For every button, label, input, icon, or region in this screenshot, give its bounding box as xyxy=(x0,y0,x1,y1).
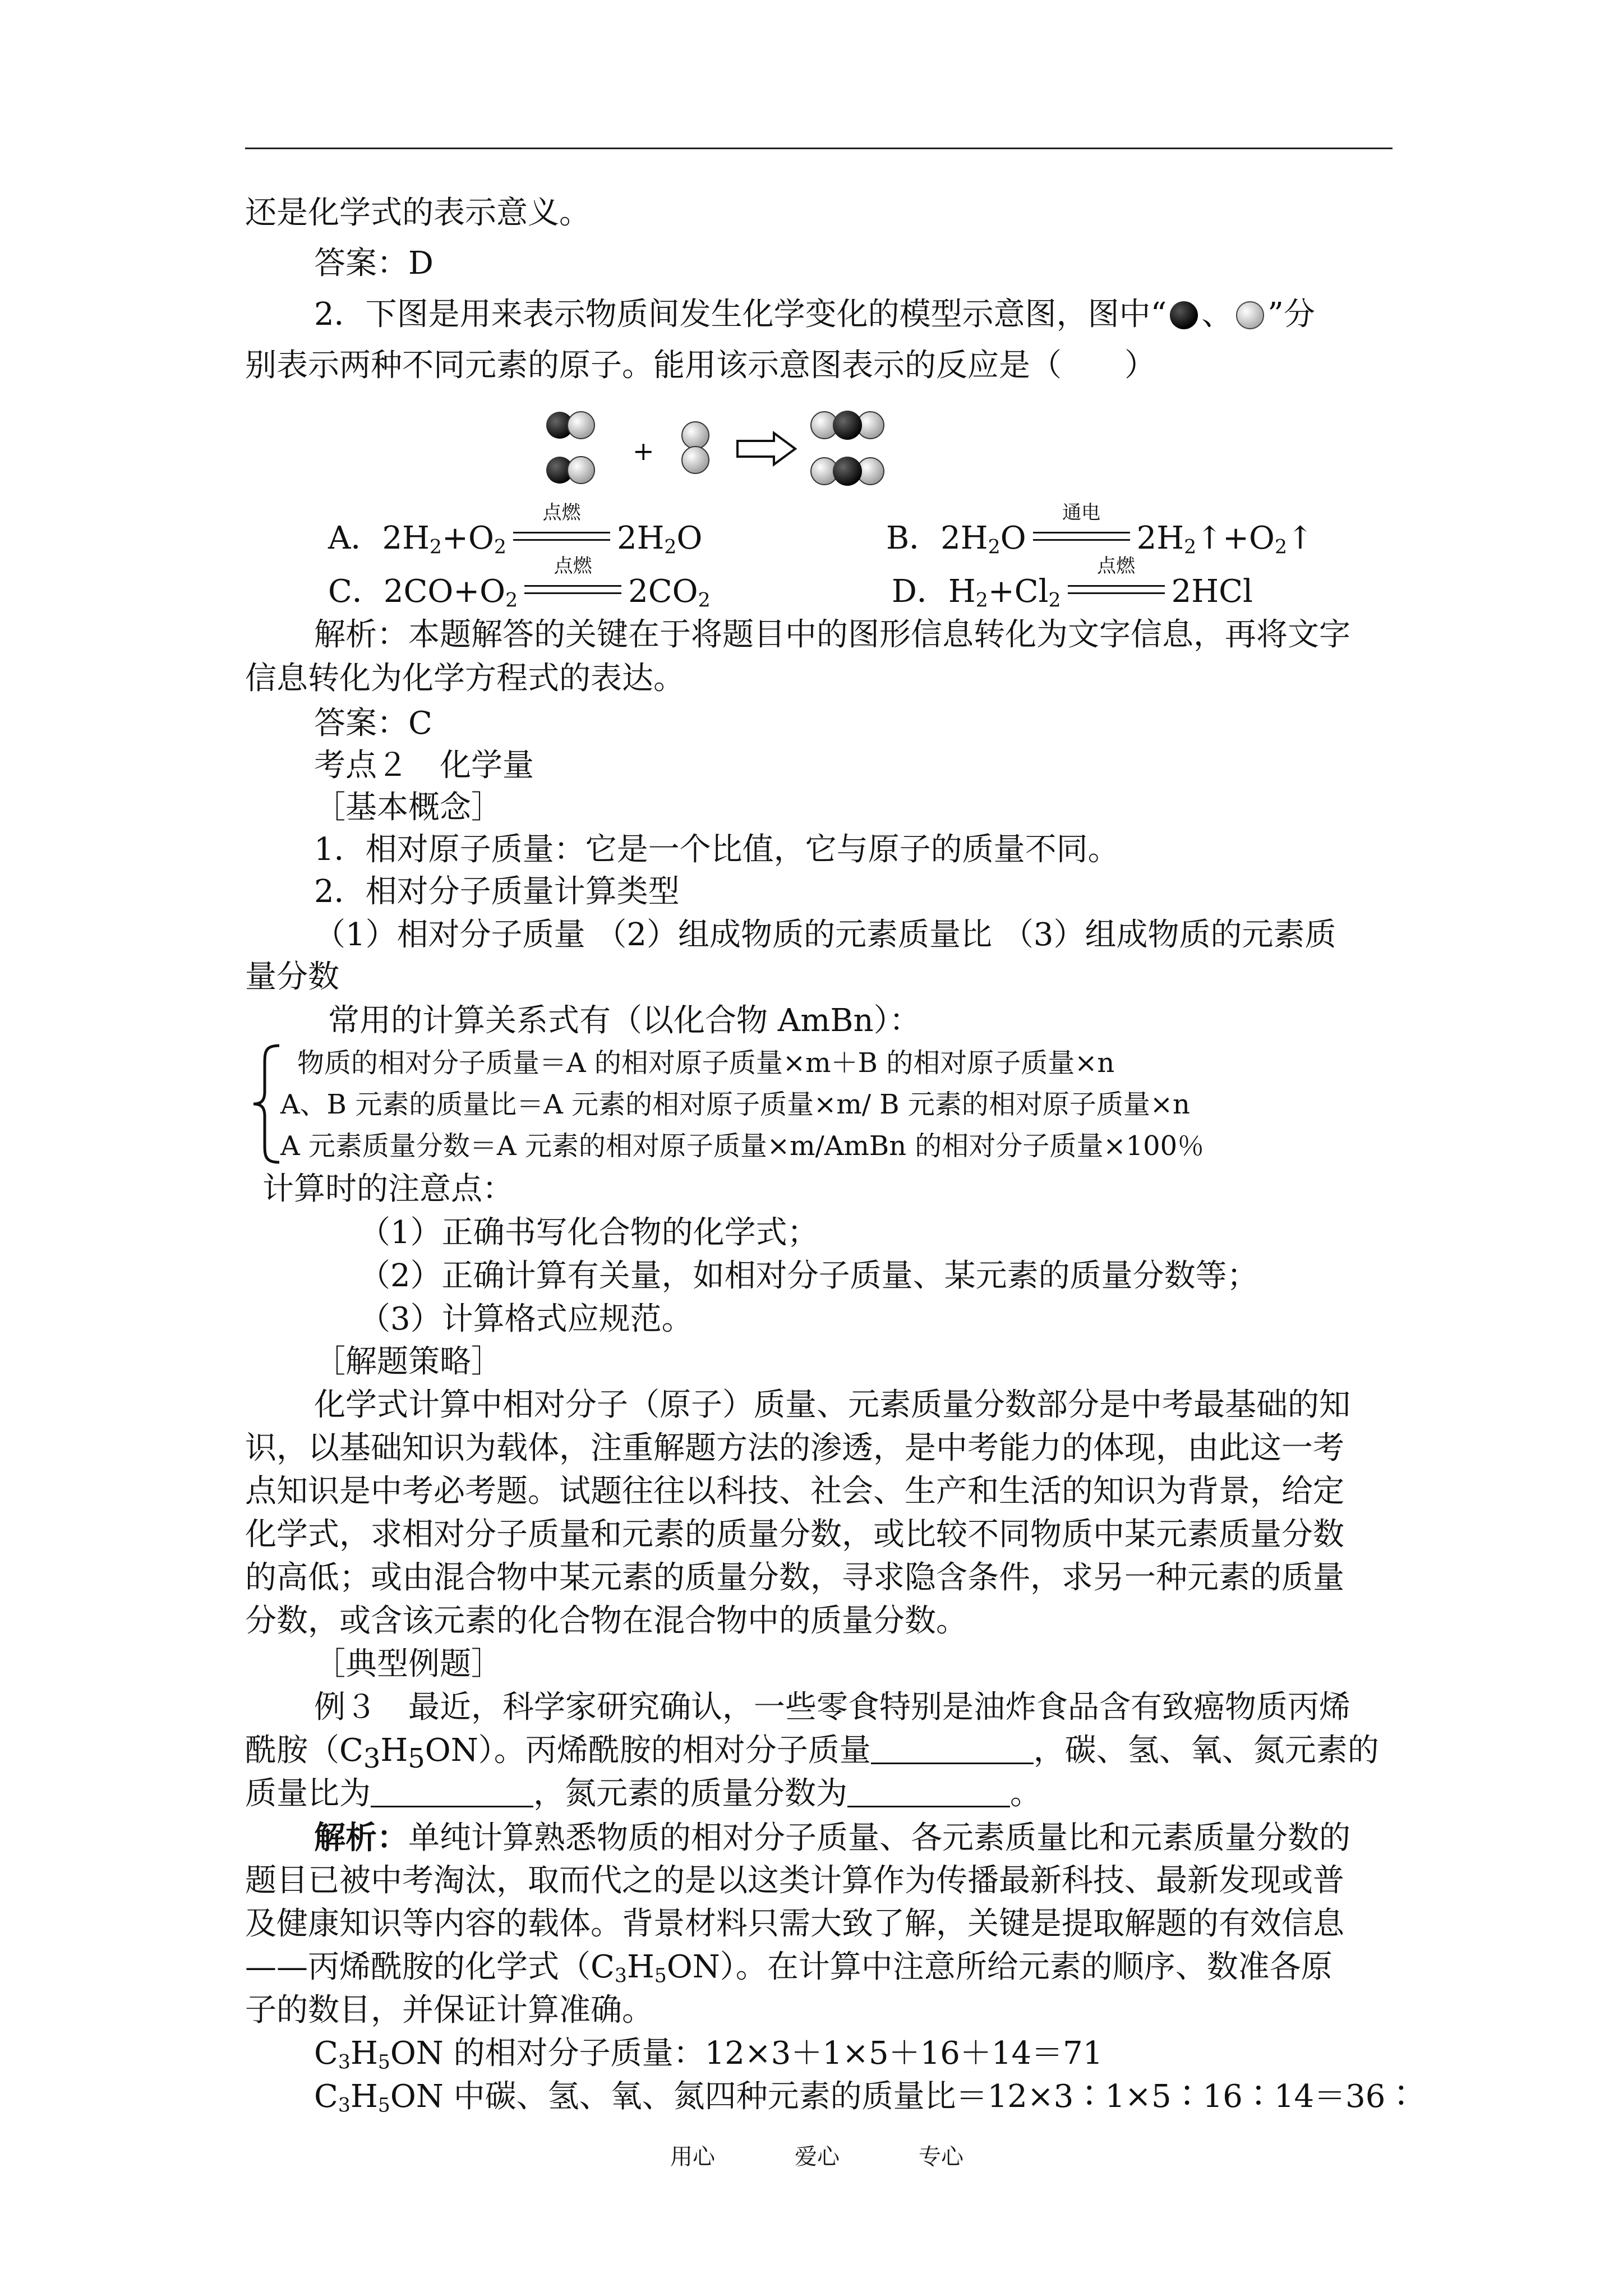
example-line-3: 质量比为 ，氮元素的质量分数为 。 xyxy=(245,1775,1041,1812)
header-rule xyxy=(245,148,1393,149)
option-a: A．$2H_2+O_2$ 点燃 $2H_2O$ xyxy=(328,501,703,559)
strategy-line-2: 识，以基础知识为载体，注重解题方法的渗透，是中考能力的体现，由此这一考 xyxy=(245,1430,1344,1466)
question-2-line-2: 别表示两种不同元素的原子。能用该示意图表示的反应是（ ） xyxy=(245,347,1156,384)
reaction-condition: 通电 xyxy=(1030,521,1133,554)
analysis-line-1: 解析：本题解答的关键在于将题目中的图形信息转化为文字信息，再将文字 xyxy=(314,616,1350,653)
strategy-line-1: 化学式计算中相对分子（原子）质量、元素质量分数部分是中考最基础的知 xyxy=(314,1387,1350,1423)
section-heading: 考点２ 化学量 xyxy=(314,747,534,784)
black-atom-icon xyxy=(1170,301,1198,329)
question-2-line-1: 2．下图是用来表示物质间发生化学变化的模型示意图，图中“ 、 ”分 xyxy=(314,296,1315,333)
formula-2: A、B 元素的质量比＝A 元素的相对原子质量×m/ B 元素的相对原子质量×n xyxy=(280,1089,1190,1120)
calc-line-2: $C_3H_5ON$ 中碳、氢、氧、氮四种元素的质量比＝12×3∶1×5∶16∶14＝36∶ xyxy=(314,2078,1417,2117)
note-2: （2）正确计算有关量，如相对分子质量、某元素的质量分数等； xyxy=(359,1258,1258,1294)
strategy-line-5: 的高低；或由混合物中某元素的质量分数，寻求隐含条件，求另一种元素的质量 xyxy=(245,1559,1344,1596)
strategy-line-4: 化学式，求相对分子质量和元素的质量分数，或比较不同物质中某元素质量分数 xyxy=(245,1516,1344,1553)
subheading-concepts: ［基本概念］ xyxy=(314,789,502,826)
solution-line-2: 题目已被中考淘汰，取而代之的是以这类计算作为传播最新科技、最新发现或普 xyxy=(245,1862,1344,1899)
plus-sign: + xyxy=(633,436,654,466)
example-line-2: 酰胺$(C_3H_5ON)$。丙烯酰胺的相对分子质量 ，碳、氢、氧、氮元素的 xyxy=(245,1732,1379,1774)
concept-1: 1．相对原子质量：它是一个比值，它与原子的质量不同。 xyxy=(314,831,1119,868)
example-line-1: 例３ 最近，科学家研究确认，一些零食特别是油炸食品含有致癌物质丙烯 xyxy=(314,1689,1350,1726)
reaction-condition: 点燃 xyxy=(1064,574,1168,608)
option-c: C．$2CO+O_2$ 点燃 $2CO_2$ xyxy=(328,555,711,612)
reactant-molecule-2 xyxy=(546,457,594,484)
strategy-line-6: 分数，或含该元素的化合物在混合物中的质量分数。 xyxy=(245,1603,967,1639)
formula-3: A 元素质量分数＝A 元素的相对原子质量×m/AmBn 的相对分子质量×100％ xyxy=(280,1130,1205,1162)
solution-line-3: 及健康知识等内容的载体。背景材料只需大致了解，关键是提取解题的有效信息 xyxy=(245,1906,1344,1942)
answer-blank[interactable] xyxy=(871,1736,1034,1764)
product-molecule-2 xyxy=(811,457,884,486)
gray-atom-icon xyxy=(1236,301,1264,329)
reactant-molecule-3 xyxy=(682,422,709,473)
product-molecule-1 xyxy=(811,411,884,440)
formula-1: 物质的相对分子质量＝A 的相对原子质量×m＋B 的相对原子质量×n xyxy=(297,1047,1115,1079)
answer-2: 答案：C xyxy=(314,705,432,742)
formula-intro: 常用的计算关系式有（以化合物 AmBn）： xyxy=(328,1002,921,1039)
concept-3: （1）相对分子质量 （2）组成物质的元素质量比 （3）组成物质的元素质 xyxy=(314,917,1336,953)
footer-word-1: 用心 xyxy=(670,2144,715,2170)
answer-blank[interactable] xyxy=(847,1779,1010,1807)
concept-4: 量分数 xyxy=(245,959,339,995)
reaction-condition: 点燃 xyxy=(521,574,625,608)
strategy-line-3: 点知识是中考必考题。试题往往以科技、社会、生产和生活的知识为背景，给定 xyxy=(245,1473,1344,1510)
reaction-condition: 点燃 xyxy=(510,521,614,554)
option-b: B．$2H_2O$ 通电 $2H_2↑+O_2↑$ xyxy=(886,501,1313,559)
subheading-examples: ［典型例题］ xyxy=(314,1646,502,1682)
solution-line-1: 解析：单纯计算熟悉物质的相对分子质量、各元素质量比和元素质量分数的 xyxy=(314,1819,1350,1856)
text-line: 还是化学式的表示意义。 xyxy=(245,195,591,231)
calc-line-1: $C_3H_5ON$ 的相对分子质量：12×3＋1×5＋16＋14＝71 xyxy=(314,2035,1103,2074)
footer-word-2: 爱心 xyxy=(795,2144,840,2170)
answer-1: 答案：D xyxy=(314,245,434,282)
hollow-arrow-icon xyxy=(737,433,795,464)
note-3: （3）计算格式应规范。 xyxy=(359,1301,693,1337)
reaction-model-diagram xyxy=(533,404,970,499)
solution-line-5: 子的数目，并保证计算准确。 xyxy=(245,1992,653,2028)
notes-heading: 计算时的注意点： xyxy=(262,1171,514,1207)
option-d: D．$H_2+Cl_2$ 点燃 2HCl xyxy=(892,555,1253,612)
analysis-line-2: 信息转化为化学方程式的表达。 xyxy=(245,660,685,697)
answer-blank[interactable] xyxy=(371,1779,533,1807)
note-1: （1）正确书写化合物的化学式； xyxy=(359,1214,819,1251)
subheading-strategy: ［解题策略］ xyxy=(314,1343,502,1380)
reactant-molecule-1 xyxy=(546,412,594,439)
footer-word-3: 专心 xyxy=(919,2144,963,2170)
solution-line-4: ——丙烯酰胺的化学式$(C_3H_5ON)$。在计算中注意所给元素的顺序、数准各原 xyxy=(245,1949,1332,1987)
concept-2: 2．相对分子质量计算类型 xyxy=(314,873,680,910)
